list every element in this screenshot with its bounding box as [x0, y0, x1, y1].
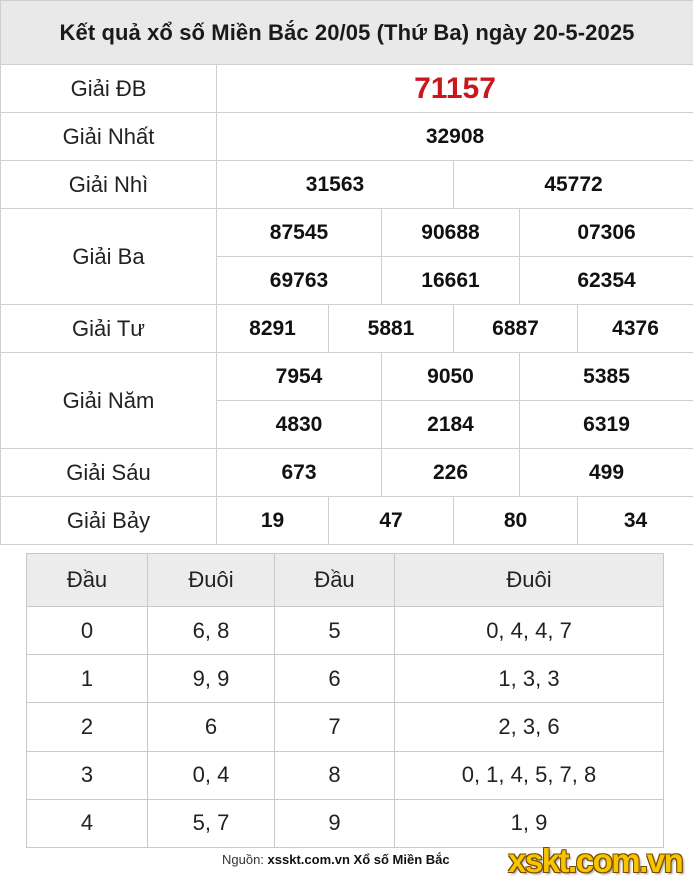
page-title: Kết quả xổ số Miền Bắc 20/05 (Thứ Ba) ngày 20-5-2025: [1, 1, 693, 65]
prize-row-ba: [1, 209, 693, 257]
prize-label: Giải Nhì: [1, 161, 217, 209]
prize-number: 9050: [382, 353, 520, 401]
prize-row-nam: [1, 353, 693, 401]
prize-label: Giải Bảy: [1, 497, 217, 545]
summary-header-row: [27, 554, 664, 607]
prize-row-sau: [1, 449, 693, 497]
prize-row-db: [1, 65, 693, 113]
source-name: Xổ số Miền Bắc: [354, 852, 450, 867]
table-cell: 1, 3, 3: [395, 655, 664, 703]
prize-number: 673: [217, 449, 382, 497]
table-row: [27, 607, 664, 655]
prize-number: 499: [520, 449, 693, 497]
prize-number: 4830: [217, 401, 382, 449]
table-cell: 9, 9: [148, 655, 275, 703]
table-cell: 7: [275, 703, 395, 751]
source-label: Nguồn:: [222, 852, 264, 867]
prize-row-nhi: [1, 161, 693, 209]
table-cell: 2, 3, 6: [395, 703, 664, 751]
table-cell: 5: [275, 607, 395, 655]
prize-number: 69763: [217, 257, 382, 305]
prize-number: 226: [382, 449, 520, 497]
prize-label: Giải Tư: [1, 305, 217, 353]
prize-number: 47: [329, 497, 454, 545]
prize-number: 2184: [382, 401, 520, 449]
prize-number: 62354: [520, 257, 693, 305]
column-header: Đầu: [27, 554, 148, 607]
prize-number: 07306: [520, 209, 693, 257]
brand-logo: xskt.com.vn: [508, 842, 682, 880]
column-header: Đuôi: [395, 554, 664, 607]
table-row: [27, 751, 664, 799]
table-cell: 5, 7: [148, 799, 275, 847]
prize-number: 31563: [217, 161, 454, 209]
table-cell: 1, 9: [395, 799, 664, 847]
table-cell: 6: [275, 655, 395, 703]
table-cell: 0: [27, 607, 148, 655]
column-header: Đầu: [275, 554, 395, 607]
prize-label: Giải Sáu: [1, 449, 217, 497]
table-cell: 0, 1, 4, 5, 7, 8: [395, 751, 664, 799]
column-header: Đuôi: [148, 554, 275, 607]
table-cell: 0, 4, 4, 7: [395, 607, 664, 655]
table-row: [27, 655, 664, 703]
prize-number: 4376: [578, 305, 693, 353]
table-row: [27, 799, 664, 847]
special-prize-number: 71157: [217, 65, 693, 113]
prize-number: 34: [578, 497, 693, 545]
prize-number: 90688: [382, 209, 520, 257]
prize-number: 8291: [217, 305, 329, 353]
prize-row-tu: [1, 305, 693, 353]
table-cell: 2: [27, 703, 148, 751]
prize-number: 16661: [382, 257, 520, 305]
prize-number: 6319: [520, 401, 693, 449]
prize-number: 5385: [520, 353, 693, 401]
source-credit: [222, 852, 450, 867]
prize-number: 45772: [454, 161, 693, 209]
table-cell: 6: [148, 703, 275, 751]
table-cell: 8: [275, 751, 395, 799]
table-cell: 4: [27, 799, 148, 847]
source-site-link[interactable]: xsskt.com.vn: [268, 852, 350, 867]
table-cell: 0, 4: [148, 751, 275, 799]
prize-number: 19: [217, 497, 329, 545]
table-cell: 3: [27, 751, 148, 799]
prize-label: Giải Năm: [1, 353, 217, 449]
prize-label: Giải ĐB: [1, 65, 217, 113]
head-tail-table: [26, 553, 664, 848]
prize-number: 32908: [217, 113, 693, 161]
prize-row-bay: [1, 497, 693, 545]
prize-label: Giải Ba: [1, 209, 217, 305]
table-cell: 6, 8: [148, 607, 275, 655]
prize-row-nhat: [1, 113, 693, 161]
prize-number: 6887: [454, 305, 578, 353]
prize-number: 80: [454, 497, 578, 545]
table-row: [27, 703, 664, 751]
prize-number: 87545: [217, 209, 382, 257]
table-cell: 9: [275, 799, 395, 847]
table-cell: 1: [27, 655, 148, 703]
prize-label: Giải Nhất: [1, 113, 217, 161]
prize-number: 5881: [329, 305, 454, 353]
prize-number: 7954: [217, 353, 382, 401]
